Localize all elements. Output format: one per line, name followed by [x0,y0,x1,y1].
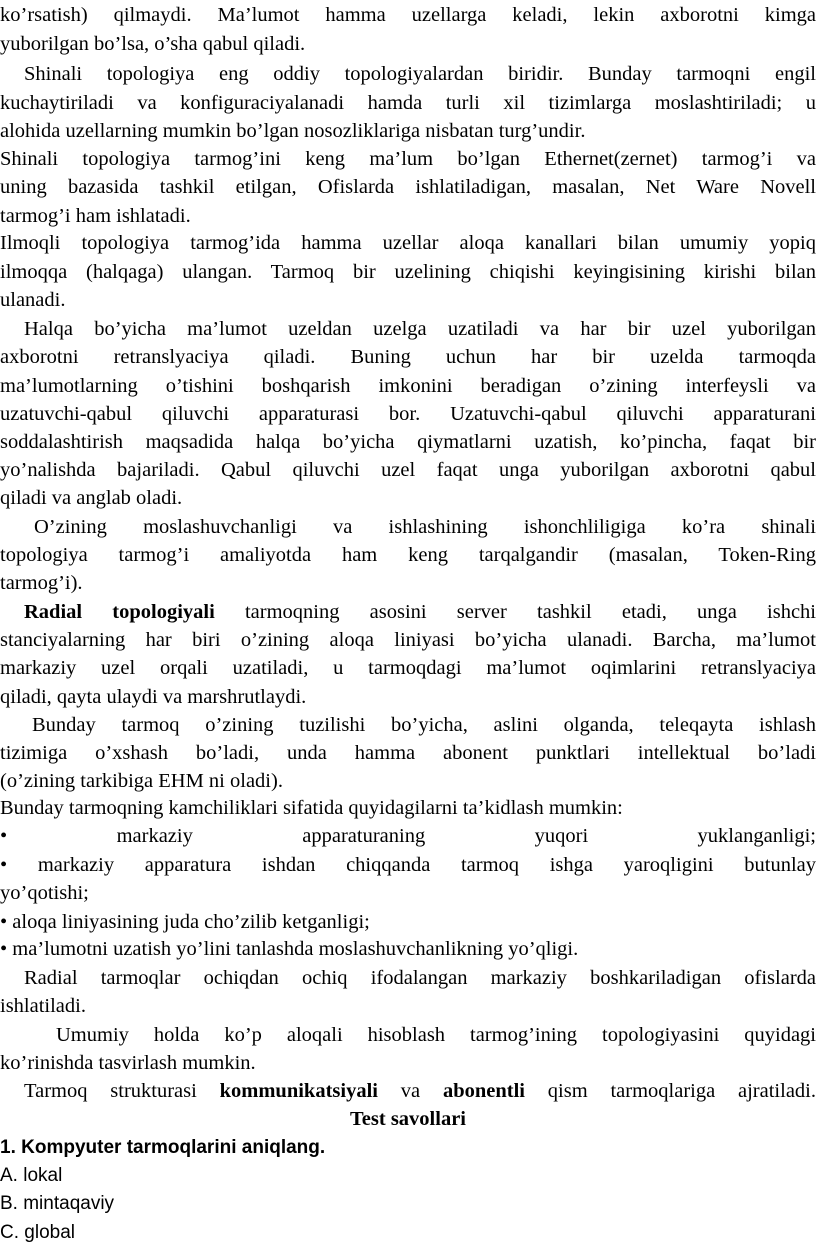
bullet-item-continuation: yo’qotishi; [0,882,89,904]
bullet-item: • markaziy apparaturaning yuqori yuklanganligi; [0,825,816,847]
text-line: qiladi va anglab oladi. [0,487,183,509]
text-line: soddalashtirish maqsadida halqa bo’yicha qiymatlarni uzatish, ko’pincha, faqat bir [0,431,816,453]
text-span: Tarmoq strukturasi [24,1080,220,1102]
bold-term: abonentli [442,1080,525,1102]
text-line: ko’rinishda tasvirlash mumkin. [0,1052,256,1074]
text-line: Bunday tarmoqning kamchiliklari sifatida quyidagilarni ta’kidlash mumkin: [0,797,623,819]
bold-term: kommunikatsiyali [219,1080,378,1102]
text-line: (o’zining tarkibiga EHM ni oladi). [0,770,283,792]
text-span: va [377,1080,443,1102]
text-span: qism tarmoqlariga ajratiladi. [524,1080,816,1102]
text-line: uning bazasida tashkil etilgan, Ofislarda ishlatiladigan, masalan, Net Ware Novell [0,176,816,198]
section-heading-text: Test savollari [350,1108,466,1130]
answer-option: B. mintaqaviy [0,1193,115,1214]
answer-option: A. lokal [0,1165,63,1186]
text-line: kuchaytiriladi va konfiguraciyalanadi hamda turli xil tizimlarga moslashtiriladi; u [0,92,816,114]
text-line [0,598,816,626]
text-line [0,1077,816,1105]
text-line: ulanadi. [0,289,66,311]
text-line: ilmoqqa (halqaga) ulangan. Tarmoq bir uzelining chiqishi keyingisining kirishi bilan [0,261,816,283]
bullet-item: • aloqa liniyasining juda cho’zilib ketganligi; [0,911,370,933]
text-line: tarmog’i). [0,572,83,594]
text-line: Umumiy holda ko’p aloqali hisoblash tarmog’ining topologiyasini quyidagi [56,1024,816,1046]
text-line: Shinali topologiya tarmog’ini keng ma’lum bo’lgan Ethernet(zernet) tarmog’i va [0,148,816,170]
text-line: ma’lumotlarning o’tishini boshqarish imkonini beradigan o’zining interfeysli va [0,375,816,397]
text-line: yo’nalishda bajariladi. Qabul qiluvchi uzel faqat unga yuborilgan axborotni qabul [0,459,816,481]
bullet-item: • ma’lumotni uzatish yo’lini tanlashda moslashuvchanlikning yo’qligi. [0,938,579,960]
bullet-item: • markaziy apparatura ishdan chiqqanda tarmoq ishga yaroqligini butunlay [0,854,816,876]
text-span: tarmoqning asosini server tashkil etadi, unga ishchi [214,601,816,623]
text-line: axborotni retranslyaciya qiladi. Buning uchun har bir uzelda tarmoqda [0,346,816,368]
bold-term: Radial topologiyali [24,601,215,623]
question: 1. Kompyuter tarmoqlarini aniqlang. [0,1137,326,1158]
text-line: Ilmoqli topologiya tarmog’ida hamma uzellar aloqa kanallari bilan umumiy yopiq [0,232,816,254]
text-line: uzatuvchi-qabul qiluvchi apparaturasi bor. Uzatuvchi-qabul qiluvchi apparaturani [0,403,816,425]
text-line: O’zining moslashuvchanligi va ishlashining ishonchliligiga ko’ra shinali [34,516,816,538]
text-line: Shinali topologiya eng oddiy topologiyalardan biridir. Bunday tarmoqni engil [24,63,816,85]
text-line: Radial tarmoqlar ochiqdan ochiq ifodalangan markaziy boshkariladigan ofislarda [24,967,816,989]
text-line: alohida uzellarning mumkin bo’lgan nosozliklariga nisbatan turg’undir. [0,120,586,142]
answer-option: C. global [0,1222,75,1243]
text-line: qiladi, qayta ulaydi va marshrutlaydi. [0,686,307,708]
text-line: yuborilgan bo’lsa, o’sha qabul qiladi. [0,33,306,55]
text-line: topologiya tarmog’i amaliyotda ham keng tarqalgandir (masalan, Token-Ring [0,544,816,566]
text-line: tarmog’i ham ishlatadi. [0,205,191,227]
text-line: ko’rsatish) qilmaydi. Ma’lumot hamma uzellarga keladi, lekin axborotni kimga [0,4,816,26]
text-line: ishlatiladi. [0,995,86,1017]
text-line: stanciyalarning har biri o’zining aloqa liniyasi bo’yicha ulanadi. Barcha, ma’lumot [0,629,816,651]
section-heading [0,1105,816,1133]
text-line: markaziy uzel orqali uzatiladi, u tarmoqdagi ma’lumot oqimlarini retranslyaciya [0,657,816,679]
text-line: tizimiga o’xshash bo’ladi, unda hamma abonent punktlari intellektual bo’ladi [0,742,816,764]
text-line: Bunday tarmoq o’zining tuzilishi bo’yicha, aslini olganda, teleqayta ishlash [32,714,816,736]
text-line: Halqa bo’yicha ma’lumot uzeldan uzelga uzatiladi va har bir uzel yuborilgan [24,318,816,340]
